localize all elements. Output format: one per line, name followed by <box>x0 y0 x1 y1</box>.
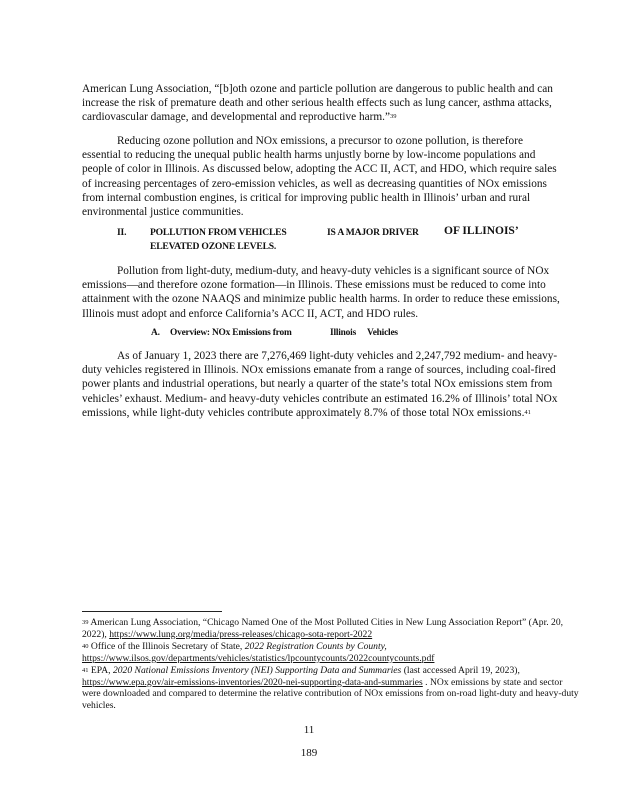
section-numeral: II. <box>117 227 127 238</box>
subheading-text: Overview: NOx Emissions from <box>170 328 292 338</box>
paragraph-registrations: As of January 1, 2023 there are 7,276,469 light-duty vehicles and 2,247,792 medium- and heavy-duty vehicles registered in Illinois. NOx emissions emanate from a range of sources, including coal-fired power plants and industrial operations, but nearly a quarter of the state’s total NOx emissions stem from vehicles’ exhaust. Medium- and heavy-duty vehicles contribute an estimated 16.2% of Illinois’ total NOx emissions, while light-duty vehicles contribute approximately 8.7% of those total NOx emissions.$^{41}$ <box>82 350 558 419</box>
footnote-link[interactable]: https://www.lung.org/media/press-releases/chicago-sota-report-2022 <box>109 628 373 640</box>
paragraph-health-effects: American Lung Association, “[b]oth ozone and particle pollution are dangerous to public health and can increase the risk of premature death and other serious health effects such as lung cancer, asthma attacks, cardiovascular damage, and developmental and reproductive harm.”$^{39}$ <box>82 83 553 124</box>
footnote-link[interactable]: https://www.epa.gov/air-emissions-inventories/2020-nei-supporting-data-and-summaries <box>82 676 423 688</box>
footnote-number: 40 <box>82 643 89 650</box>
footnote-number: 39 <box>82 619 89 626</box>
footnote-divider <box>82 611 222 612</box>
footnote-after: (last accessed April 19, 2023), <box>403 665 520 676</box>
footnote-ref-39[interactable]: 39 <box>390 113 397 121</box>
paragraph-reducing-ozone: Reducing ozone pollution and NOx emissions, a precursor to ozone pollution, is therefore essential to reducing the unequal public health harms unjustly borne by low-income populations and people of color in Illinois. As discussed below, adopting the ACC II, ACT, and HDO, which require sales of increasing percentages of zero-emission vehicles, as well as decreasing quantities of NOx emissions from internal combustion engines, is critical for improving public health in Illinois’ urban and rural environmental justice communities. <box>82 135 557 219</box>
footnote-title: 2022 Registration Counts by County, <box>244 641 387 652</box>
footnote-text: EPA, <box>90 665 113 676</box>
footnote-ref-41[interactable]: 41 <box>524 408 531 416</box>
subheading-state: Illinois <box>330 328 357 338</box>
paragraph-vehicle-pollution: Pollution from light-duty, medium-duty, and heavy-duty vehicles is a significant source of NOx emissions—and therefore ozone formation—in Illinois. These emissions must be reduced to come into attainment with the ozone NAAQS and minimize public health harms. In order to reduce these emissions, Illinois must adopt and enforce California’s ACC II, ACT, and HDO rules. <box>82 265 560 320</box>
footnote-title: 2020 National Emissions Inventory (NEI) Supporting Data and Summaries <box>112 665 402 676</box>
footnote-text: Office of the Illinois Secretary of State, <box>90 641 245 652</box>
footnote-tail: . NOx emissions by state and sector were downloaded and compared to determine the relative contribution of NOx emissions from on-road light-duty and heavy-duty vehicles. <box>82 676 579 711</box>
page-number-local: 11 <box>303 724 315 736</box>
section-heading-middle: IS A MAJOR DRIVER <box>327 227 419 238</box>
section-heading-right: OF ILLINOIS’ <box>444 225 519 237</box>
footnote-text: American Lung Association, “Chicago Named One of the Most Polluted Cities in New Lung Association Report” (Apr. 20, 2022), <box>82 617 564 640</box>
footnote-39 <box>82 617 582 640</box>
footnote-number: 41 <box>82 667 89 674</box>
section-heading-line2: ELEVATED OZONE LEVELS. <box>150 241 277 252</box>
subheading-tail: Vehicles <box>367 328 398 338</box>
page-number-global: 189 <box>300 747 318 759</box>
footnote-41 <box>82 665 582 711</box>
footnote-link[interactable]: https://www.ilsos.gov/departments/vehicles/statistics/lpcountycounts/2022countycounts.pdf <box>82 652 435 664</box>
subheading-letter: A. <box>151 328 160 338</box>
footnote-40 <box>82 641 582 664</box>
section-heading-line1: POLLUTION FROM VEHICLES <box>150 227 287 238</box>
